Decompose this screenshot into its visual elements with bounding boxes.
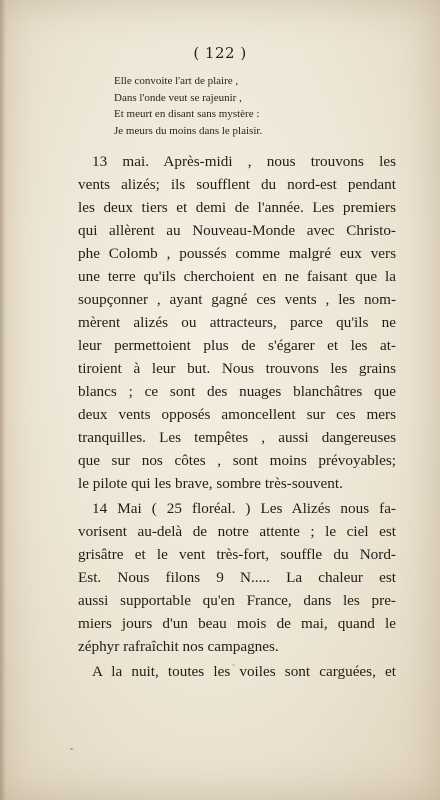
text-line: zéphyr rafraîchit nos campagnes.: [78, 638, 279, 655]
text-line: mèrent alizés ou attracteurs, parce qu'ils ne: [78, 314, 396, 331]
paragraph-14-mai: [78, 497, 396, 658]
text-line: phe Colomb , poussés comme malgré eux vers: [78, 245, 396, 262]
text-line: qui allèrent au Nouveau-Monde avec Christo-: [78, 222, 396, 239]
text-line: les deux tiers et demi de l'année. Les premiers: [78, 199, 396, 216]
paragraph-13-mai: [78, 150, 396, 495]
paper-foxing-spot: [70, 748, 73, 750]
text-line: miers jours d'un beau mois de mai, quand le: [78, 615, 396, 632]
verse-line: Elle convoite l'art de plaire ,: [114, 75, 239, 87]
text-line: 13 mai. Après-midi , nous trouvons les: [92, 153, 396, 170]
verse-line: Dans l'onde veut se rajeunir ,: [114, 91, 242, 104]
paragraph-a-la-nuit: [78, 660, 396, 683]
text-line: aussi supportable qu'en France, dans les pre-: [78, 592, 396, 609]
text-line: tranquilles. Les tempêtes , aussi dangereuses: [78, 429, 396, 446]
text-line: une terre qu'ils cherchoient en ne faisant que la: [78, 268, 396, 285]
text-line: vents alizés; ils soufflent du nord-est pendant: [78, 176, 396, 193]
text-line: vorisent au-delà de notre attente ; le ciel est: [78, 523, 396, 540]
page-number: ( 122 ): [193, 44, 247, 62]
text-line: soupçonner , ayant gagné ces vents , les nom-: [78, 291, 396, 308]
text-line: 14 Mai ( 25 floréal. ) Les Alizés nous fa-: [92, 500, 396, 517]
verse-stanza: [114, 73, 374, 139]
prose-body: [78, 150, 396, 683]
text-line: Est. Nous filons 9 N..... La chaleur est: [78, 569, 396, 586]
paper-foxing-spot: [232, 664, 235, 666]
text-line: A la nuit, toutes les voiles sont carguées, et: [92, 663, 396, 680]
text-line: tiroient à leur but. Nous trouvons les grains: [78, 360, 396, 377]
text-line: grisâtre et le vent très-fort, souffle du Nord-: [78, 546, 396, 563]
verse-line: Et meurt en disant sans mystère :: [114, 108, 260, 121]
text-line: le pilote qui les brave, sombre très-souvent.: [78, 475, 343, 492]
text-line: leur permettoient plus de s'égarer et les at-: [78, 337, 396, 354]
verse-line: Je meurs du moins dans le plaisir.: [114, 124, 263, 137]
text-line: deux vents opposés amoncellent sur ces mers: [78, 406, 396, 423]
text-line: que sur nos côtes , sont moins prévoyables;: [78, 452, 396, 469]
text-line: blancs ; ce sont des nuages blanchâtres que: [78, 383, 396, 400]
